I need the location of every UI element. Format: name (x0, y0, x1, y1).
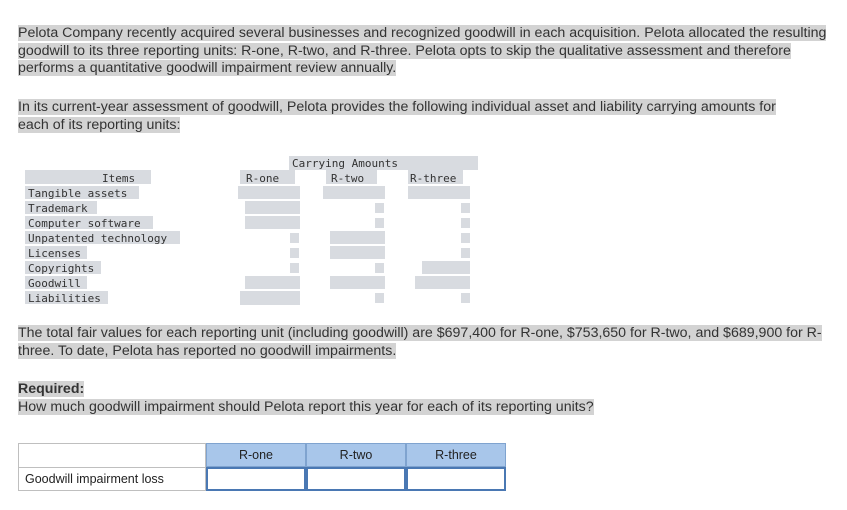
group-header: Carrying Amounts (292, 157, 398, 170)
row-label: Liabilities (28, 292, 101, 305)
row-label: Tangible assets (28, 187, 128, 200)
r-one-impairment-input[interactable] (206, 467, 306, 491)
col-header-r-one: R-one (246, 172, 280, 185)
r-three-impairment-input[interactable] (406, 467, 506, 491)
required-title: Required: (18, 381, 85, 397)
col-header-r-three: R-three (410, 172, 457, 185)
col-header-r-two: R-two (331, 172, 365, 185)
col-header-items: Items (102, 172, 136, 185)
row-label: Goodwill (28, 277, 81, 290)
answer-col-r-three: R-three (406, 443, 506, 467)
row-label: Computer software (28, 217, 141, 230)
answer-col-r-two: R-two (306, 443, 406, 467)
goodwill-impairment-loss-label: Goodwill impairment loss (18, 467, 206, 491)
row-label: Trademark (28, 202, 88, 215)
row-label: Copyrights (28, 262, 95, 275)
intro-paragraph: Pelota Company recently acquired several businesses and recognized goodwill in each acquisition. Pelota allocated the resulting goodwill to its three reporting units: R-one, R-two, and R-three. Pelota opts to skip the qualitative assessment and therefore performs a quantitative goodwill impairment review annually. (18, 25, 827, 76)
required-question: How much goodwill impairment should Pelota report this year for each of its reporting units? (18, 398, 594, 415)
required-section (18, 381, 828, 416)
answer-table (18, 443, 506, 491)
fair-values-paragraph: The total fair values for each reporting unit (including goodwill) are $697,400 for R-one, $753,650 for R-two, and $689,900 for R-three. To date, Pelota has reported no goodwill impairments. (18, 325, 822, 359)
answer-col-r-one: R-one (206, 443, 306, 467)
row-label: Unpatented technology (28, 232, 168, 245)
r-two-impairment-input[interactable] (306, 467, 406, 491)
answer-corner (18, 443, 206, 467)
row-label: Licenses (28, 247, 81, 260)
assessment-paragraph: In its current-year assessment of goodwill, Pelota provides the following individual asset and liability carrying amounts for each of its reporting units: (18, 99, 776, 133)
